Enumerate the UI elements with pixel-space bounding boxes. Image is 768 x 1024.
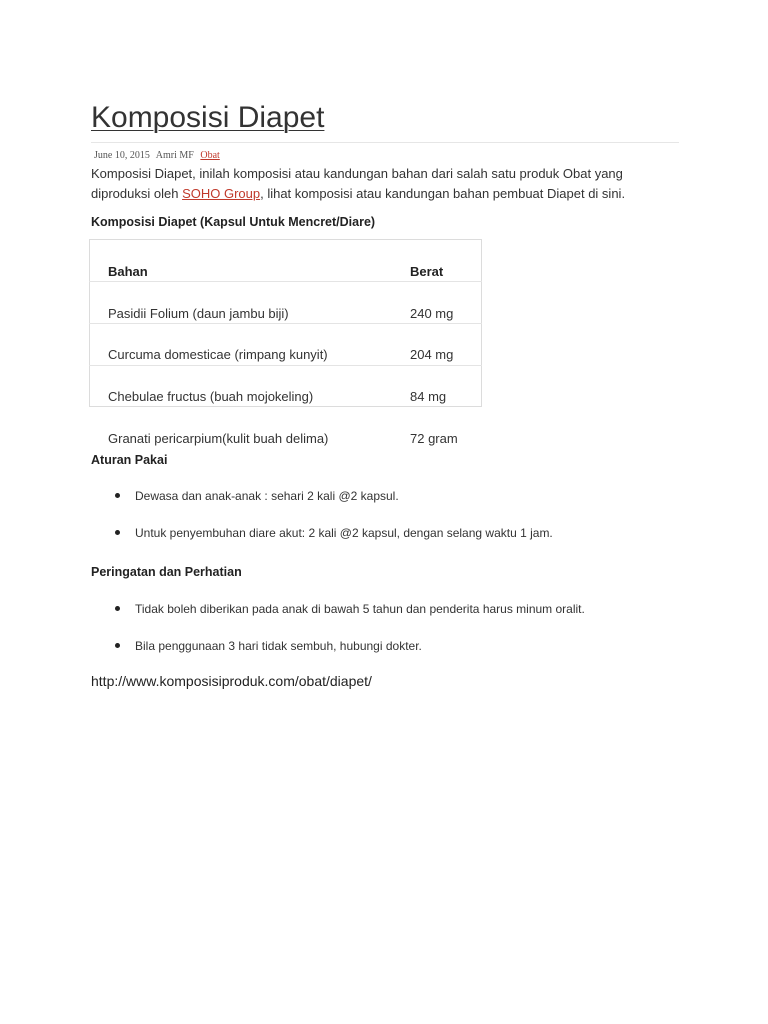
usage-heading: Aturan Pakai (91, 453, 168, 467)
table-row-divider (89, 323, 482, 324)
source-url[interactable]: http://www.komposisiproduk.com/obat/diapet/ (91, 673, 372, 689)
post-date: June 10, 2015 (94, 150, 150, 161)
table-cell-bahan: Chebulae fructus (buah mojokeling) (108, 389, 314, 404)
table-cell-bahan: Curcuma domesticae (rimpang kunyit) (108, 347, 328, 362)
table-cell-berat: 72 gram (410, 431, 458, 446)
intro-paragraph (91, 164, 671, 204)
list-item-text: Bila penggunaan 3 hari tidak sembuh, hubungi dokter. (135, 639, 422, 653)
category-link[interactable]: Obat (200, 150, 220, 161)
column-header-bahan: Bahan (108, 264, 148, 279)
bullet-icon (115, 606, 120, 611)
table-cell-bahan: Pasidii Folium (daun jambu biji) (108, 306, 289, 321)
table-cell-bahan: Granati pericarpium(kulit buah delima) (108, 431, 329, 446)
table-cell-berat: 204 mg (410, 347, 454, 362)
table-cell-berat: 84 mg (410, 389, 447, 404)
title-divider (91, 142, 679, 143)
table-cell-berat: 240 mg (410, 306, 454, 321)
intro-text-after: , lihat komposisi atau kandungan bahan pembuat Diapet di sini. (260, 186, 626, 201)
list-item-text: Untuk penyembuhan diare akut: 2 kali @2 kapsul, dengan selang waktu 1 jam. (135, 526, 553, 540)
page-title[interactable]: Komposisi Diapet (91, 101, 325, 134)
post-meta (94, 149, 224, 163)
table-row-divider (89, 281, 482, 282)
bullet-icon (115, 493, 120, 498)
bullet-icon (115, 643, 120, 648)
post-author: Amri MF (155, 150, 194, 161)
column-header-berat: Berat (410, 264, 444, 279)
soho-group-link[interactable]: SOHO Group (182, 186, 261, 201)
table-row-divider (89, 365, 482, 366)
composition-heading: Komposisi Diapet (Kapsul Untuk Mencret/Diare) (91, 215, 376, 229)
bullet-icon (115, 530, 120, 535)
list-item-text: Tidak boleh diberikan pada anak di bawah 5 tahun dan penderita harus minum oralit. (135, 602, 585, 616)
warnings-heading: Peringatan dan Perhatian (91, 565, 242, 579)
list-item-text: Dewasa dan anak-anak : sehari 2 kali @2 kapsul. (135, 489, 399, 503)
intro-text-before: Komposisi Diapet, inilah komposisi atau kandungan bahan dari salah satu produk Obat yang diproduksi oleh (91, 166, 623, 201)
